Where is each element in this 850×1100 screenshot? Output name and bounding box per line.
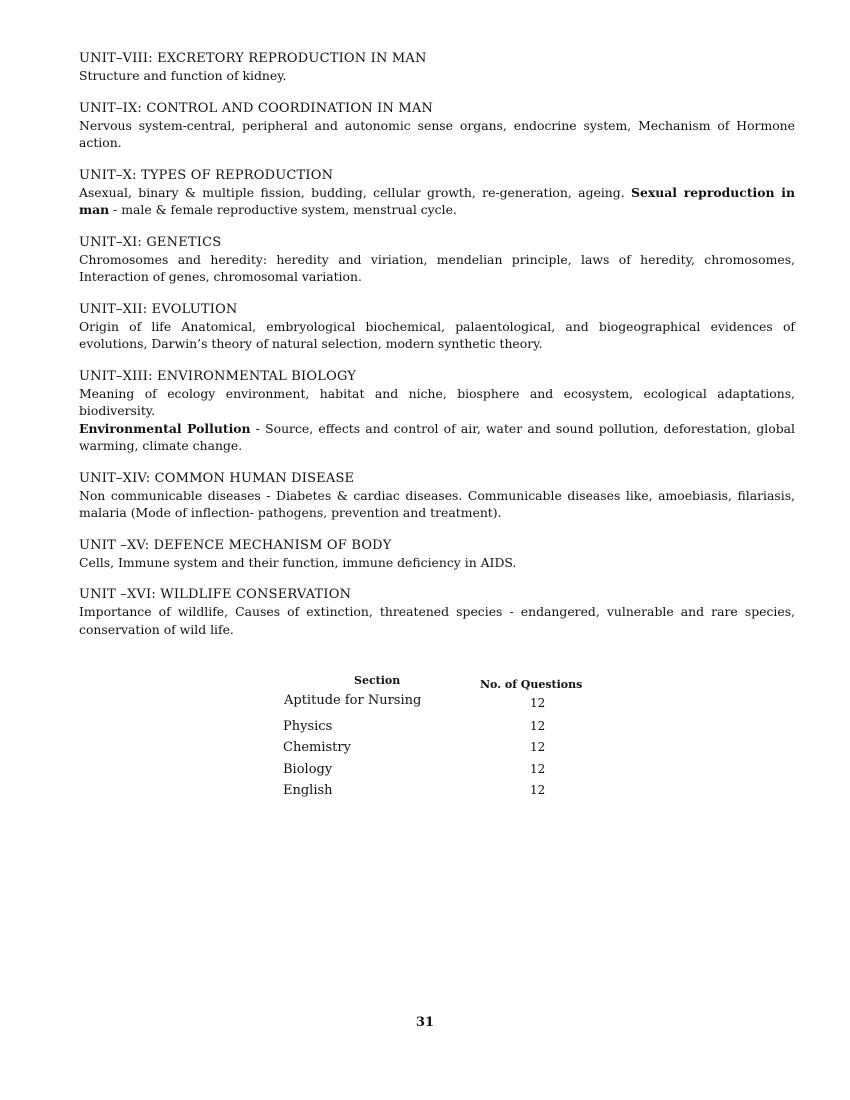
column-header-questions: No. of Questions	[480, 678, 583, 691]
unit-15	[79, 537, 795, 572]
section-name: Chemistry	[283, 740, 351, 755]
unit-description	[79, 420, 795, 455]
unit-title: UNIT –XV: DEFENCE MECHANISM OF BODY	[79, 537, 392, 553]
column-header-section: Section	[354, 674, 401, 687]
table-row	[283, 783, 603, 803]
unit-description: Origin of life Anatomical, embryological biochemical, palaentological, and biogeographical evidences of evolutions, Darwin’s theory of natural selection, modern synthetic theory.	[79, 318, 795, 351]
unit-description: Structure and function of kidney.	[79, 68, 287, 83]
syllabus-units	[79, 50, 795, 653]
unit-description-text: - male & female reproductive system, menstrual cycle.	[109, 202, 457, 217]
unit-title: UNIT–XI: GENETICS	[79, 234, 222, 250]
question-count: 12	[530, 696, 546, 710]
question-count: 12	[530, 762, 546, 776]
unit-title: UNIT–XIV: COMMON HUMAN DISEASE	[79, 470, 355, 486]
unit-description	[79, 184, 795, 219]
table-row	[283, 693, 603, 713]
unit-description: Cells, Immune system and their function, immune deficiency in AIDS.	[79, 554, 517, 570]
question-count: 12	[530, 719, 546, 733]
unit-description: Nervous system-central, peripheral and autonomic sense organs, endocrine system, Mechanism of Hormone action.	[79, 117, 795, 150]
unit-title: UNIT–IX: CONTROL AND COORDINATION IN MAN	[79, 100, 434, 116]
table-row	[283, 719, 603, 739]
unit-10	[79, 167, 795, 219]
unit-title: UNIT–XIII: ENVIRONMENTAL BIOLOGY	[79, 368, 357, 384]
unit-8	[79, 50, 795, 85]
unit-description: Importance of wildlife, Causes of extinction, threatened species - endangered, vulnerable and rare species, conservation of wild life.	[79, 604, 795, 637]
unit-14	[79, 470, 795, 522]
section-name: English	[283, 783, 333, 798]
table-row	[283, 762, 603, 782]
unit-13	[79, 368, 795, 455]
question-count: 12	[530, 740, 546, 754]
unit-description-text: - Source, effects and control of air, water and sound pollution, deforestation, global warming, climate change.	[79, 420, 795, 453]
unit-description-bold: Environmental Pollution	[79, 420, 251, 436]
unit-title: UNIT–X: TYPES OF REPRODUCTION	[79, 167, 334, 183]
unit-title: UNIT –XVI: WILDLIFE CONSERVATION	[79, 587, 352, 602]
page-number: 31	[415, 1015, 435, 1030]
unit-12	[79, 301, 795, 353]
unit-description-bold: Sexual reproduction in man	[79, 184, 795, 217]
unit-9	[79, 100, 795, 152]
unit-description: Chromosomes and heredity: heredity and viriation, mendelian principle, laws of heredity, chromosomes, Interaction of genes, chromosomal variation.	[79, 251, 795, 284]
unit-16	[79, 586, 795, 638]
unit-title: UNIT–XII: EVOLUTION	[79, 301, 238, 317]
question-count: 12	[530, 783, 546, 797]
unit-description-text: Asexual, binary & multiple fission, budding, cellular growth, re-generation, ageing.	[79, 184, 632, 200]
section-name: Aptitude for Nursing	[284, 693, 422, 708]
unit-11	[79, 234, 795, 286]
unit-description: Non communicable diseases - Diabetes & cardiac diseases. Communicable diseases like, amoebiasis, filariasis, malaria (Mode of inflection- pathogens, prevention and treatment).	[79, 487, 795, 520]
section-name: Physics	[283, 719, 333, 734]
unit-description: Meaning of ecology environment, habitat and niche, biosphere and ecosystem, ecological adaptations, biodiversity.	[79, 385, 795, 418]
section-name: Biology	[283, 762, 333, 777]
unit-title: UNIT–VIII: EXCRETORY REPRODUCTION IN MAN	[79, 51, 427, 66]
table-row	[283, 740, 603, 760]
